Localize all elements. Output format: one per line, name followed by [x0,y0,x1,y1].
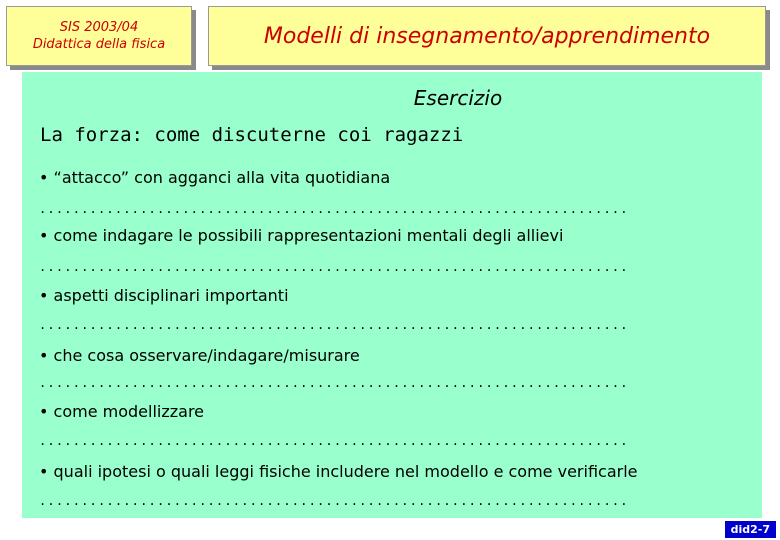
list-item: • che cosa osservare/indagare/misurare [39,346,360,365]
course-info-box [6,6,192,66]
list-item: • aspetti disciplinari importanti [39,286,289,305]
answer-dots: ...................................................................... [39,434,629,448]
answer-dots: ...................................................................... [39,318,629,332]
answer-dots: ...................................................................... [39,376,629,390]
slide-title: Modelli di insegnamento/apprendimento [263,23,711,49]
slide-title-box [208,6,766,66]
exercise-heading: Esercizio [413,86,503,110]
list-item: • quali ipotesi o quali leggi fisiche includere nel modello e come verificarle [39,462,638,481]
answer-dots: ...................................................................... [39,202,629,216]
exercise-topic: La forza: come discuterne coi ragazzi [40,124,464,146]
slide-id-badge: did2-7 [725,521,776,538]
answer-dots: ...................................................................... [39,260,629,274]
list-item: • come indagare le possibili rappresentazioni mentali degli allievi [39,226,564,245]
list-item: • come modellizzare [39,402,205,421]
answer-dots: ...................................................................... [39,494,629,508]
course-year: SIS 2003/04 [59,20,139,35]
list-item: • “attacco” con agganci alla vita quotidiana [39,168,391,187]
exercise-panel [22,72,762,518]
course-name: Didattica della fisica [32,37,166,52]
